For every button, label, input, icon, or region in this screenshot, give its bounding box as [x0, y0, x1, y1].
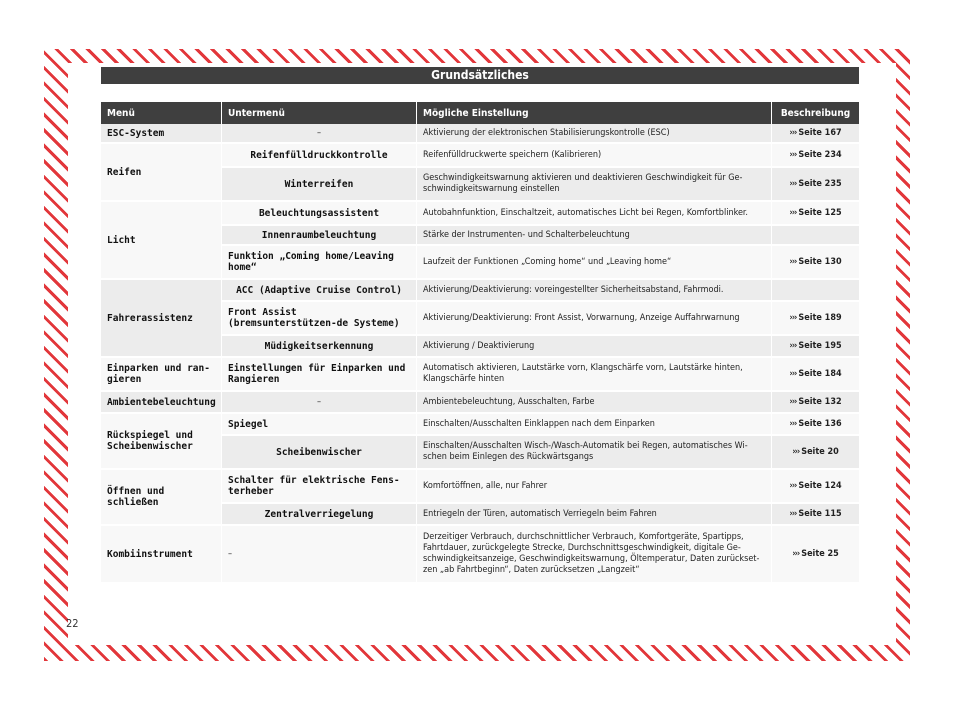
chevron-right-icon: ››› [789, 396, 797, 407]
chevron-right-icon: ››› [792, 446, 800, 457]
submenu-cell: Scheibenwischer [222, 436, 417, 470]
submenu-cell: Funktion „Coming home/Leaving home“ [222, 246, 417, 280]
page-ref-link[interactable]: ››› Seite 25 [772, 526, 859, 584]
chevron-right-icon: ››› [789, 207, 797, 218]
chevron-right-icon: ››› [789, 256, 797, 267]
page-ref-link[interactable]: ››› Seite 20 [772, 436, 859, 470]
page-ref-link[interactable]: ››› Seite 195 [772, 336, 859, 358]
submenu-cell: Müdigkeitserkennung [222, 336, 417, 358]
chevron-right-icon: ››› [789, 508, 797, 519]
setting-cell: Entriegeln der Türen, automatisch Verriegeln beim Fahren [417, 504, 772, 526]
menu-cell: Rückspiegel und Scheibenwischer [101, 414, 222, 470]
table-row [101, 526, 859, 584]
submenu-cell: Schalter für elektrische Fens-terheber [222, 470, 417, 504]
submenu-cell: Winterreifen [222, 168, 417, 202]
header-menu: Menü [101, 102, 222, 124]
chevron-right-icon: ››› [789, 127, 797, 138]
page-ref-link[interactable]: ››› Seite 189 [772, 302, 859, 336]
setting-cell: Aktivierung / Deaktivierung [417, 336, 772, 358]
menu-cell: Einparken und ran-gieren [101, 358, 222, 392]
page-ref-link[interactable]: ››› Seite 184 [772, 358, 859, 392]
submenu-cell: – [222, 526, 417, 584]
setting-cell: Reifenfülldruckwerte speichern (Kalibrieren) [417, 144, 772, 168]
page-ref-cell [772, 226, 859, 246]
table-row [101, 144, 859, 168]
table-row [101, 358, 859, 392]
table-row [101, 392, 859, 414]
chevron-right-icon: ››› [789, 480, 797, 491]
section-title: Grundsätzliches [101, 67, 859, 84]
setting-cell: Aktivierung/Deaktivierung: Front Assist, Vorwarnung, Anzeige Auffahrwarnung [417, 302, 772, 336]
submenu-cell: Front Assist (bremsunterstützen-de Systeme) [222, 302, 417, 336]
setting-cell: Einschalten/Ausschalten Einklappen nach dem Einparken [417, 414, 772, 436]
settings-table [101, 102, 859, 584]
page-ref-link[interactable]: ››› Seite 130 [772, 246, 859, 280]
chevron-right-icon: ››› [789, 149, 797, 160]
table-row [101, 280, 859, 302]
chevron-right-icon: ››› [792, 548, 800, 559]
menu-cell: Kombiinstrument [101, 526, 222, 584]
setting-cell: Autobahnfunktion, Einschaltzeit, automatisches Licht bei Regen, Komfortblinker. [417, 202, 772, 226]
menu-cell: Licht [101, 202, 222, 280]
setting-cell: Aktivierung/Deaktivierung: voreingestellter Sicherheitsabstand, Fahrmodi. [417, 280, 772, 302]
page-ref-link[interactable]: ››› Seite 235 [772, 168, 859, 202]
page-ref-link[interactable]: ››› Seite 167 [772, 124, 859, 144]
header-description: Beschreibung [772, 102, 859, 124]
page-ref-link[interactable]: ››› Seite 132 [772, 392, 859, 414]
table-row [101, 470, 859, 504]
setting-cell: Stärke der Instrumenten- und Schalterbeleuchtung [417, 226, 772, 246]
menu-cell: ESC-System [101, 124, 222, 144]
chevron-right-icon: ››› [789, 418, 797, 429]
page-ref-cell [772, 280, 859, 302]
table-header-row [101, 102, 859, 124]
page-ref-link[interactable]: ››› Seite 136 [772, 414, 859, 436]
submenu-cell: ACC (Adaptive Cruise Control) [222, 280, 417, 302]
setting-cell: Laufzeit der Funktionen „Coming home“ und „Leaving home“ [417, 246, 772, 280]
setting-cell: Automatisch aktivieren, Lautstärke vorn, Klangschärfe vorn, Lautstärke hinten, Klangschärfe hinten [417, 358, 772, 392]
chevron-right-icon: ››› [789, 178, 797, 189]
header-submenu: Untermenü [222, 102, 417, 124]
menu-cell: Öffnen und schließen [101, 470, 222, 526]
menu-cell: Fahrerassistenz [101, 280, 222, 358]
page-number: 22 [66, 617, 79, 630]
page-ref-link[interactable]: ››› Seite 124 [772, 470, 859, 504]
chevron-right-icon: ››› [789, 368, 797, 379]
table-row [101, 124, 859, 144]
submenu-cell: Innenraumbeleuchtung [222, 226, 417, 246]
submenu-cell: – [222, 124, 417, 144]
submenu-cell: Einstellungen für Einparken und Rangieren [222, 358, 417, 392]
chevron-right-icon: ››› [789, 340, 797, 351]
submenu-cell: – [222, 392, 417, 414]
table-row [101, 414, 859, 436]
menu-cell: Reifen [101, 144, 222, 202]
menu-cell: Ambientebeleuchtung [101, 392, 222, 414]
submenu-cell: Zentralverriegelung [222, 504, 417, 526]
submenu-cell: Reifenfülldruckkontrolle [222, 144, 417, 168]
setting-cell: Einschalten/Ausschalten Wisch-/Wasch-Automatik bei Regen, automatisches Wi-schen beim Einlegen des Rückwärtsgangs [417, 436, 772, 470]
setting-cell: Geschwindigkeitswarnung aktivieren und deaktivieren Geschwindigkeit für Ge-schwindigkeitswarnung einstellen [417, 168, 772, 202]
page-ref-link[interactable]: ››› Seite 234 [772, 144, 859, 168]
setting-cell: Aktivierung der elektronischen Stabilisierungskontrolle (ESC) [417, 124, 772, 144]
submenu-cell: Beleuchtungsassistent [222, 202, 417, 226]
page-ref-link[interactable]: ››› Seite 125 [772, 202, 859, 226]
setting-cell: Ambientebeleuchtung, Ausschalten, Farbe [417, 392, 772, 414]
submenu-cell: Spiegel [222, 414, 417, 436]
chevron-right-icon: ››› [789, 312, 797, 323]
header-setting: Mögliche Einstellung [417, 102, 772, 124]
setting-cell: Komfortöffnen, alle, nur Fahrer [417, 470, 772, 504]
page-ref-link[interactable]: ››› Seite 115 [772, 504, 859, 526]
table-row [101, 202, 859, 226]
setting-cell: Derzeitiger Verbrauch, durchschnittlicher Verbrauch, Komfortgeräte, Spartipps, Fahrtdauer, zurückgelegte Strecke, Durchschnittsgeschwindigkeit, digitale Ge-schwindigkeitsanzeige, Geschwindigkeitswarnung, Öltemperatur, Daten zurückset-zen „ab Fahrtbeginn“, Daten zurücksetzen „Langzeit“ [417, 526, 772, 584]
